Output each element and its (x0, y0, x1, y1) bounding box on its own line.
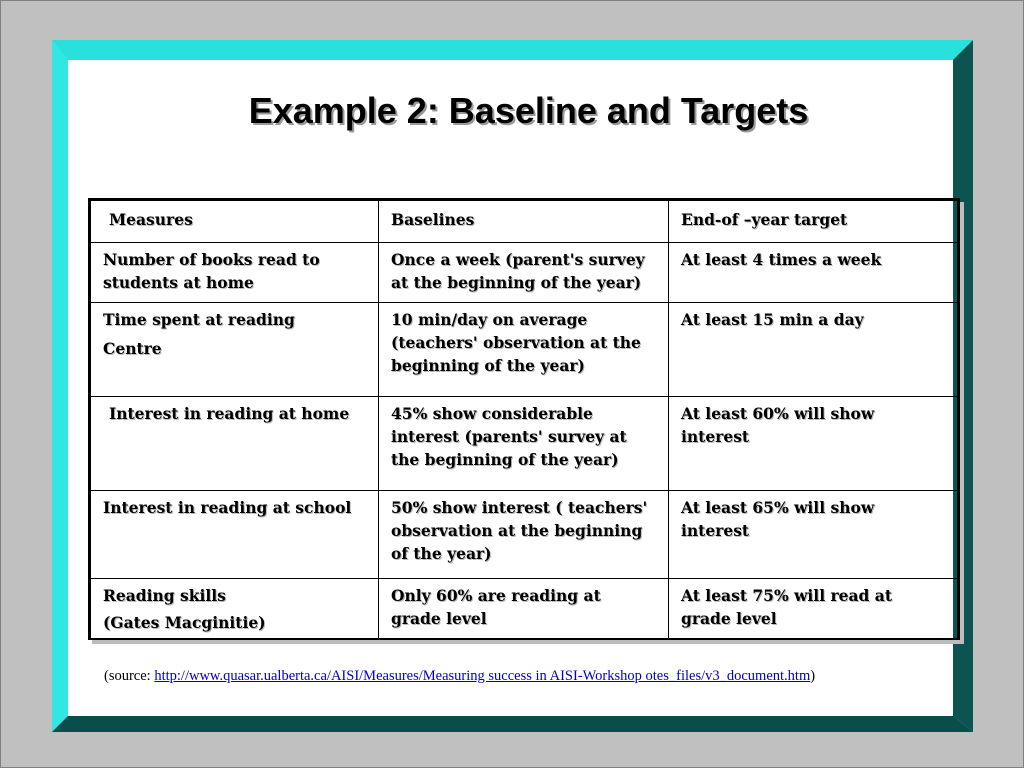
header-baselines-label: Baselines (391, 210, 475, 229)
cell-line: interest (681, 521, 750, 540)
measure-cell (91, 243, 379, 303)
target-cell (669, 491, 958, 579)
cell-line: Centre (103, 339, 162, 358)
cell-line: At least 75% will read at (681, 586, 892, 605)
target-cell (669, 243, 958, 303)
cell-line: interest (681, 427, 750, 446)
baseline-cell (379, 397, 669, 491)
cell-line: grade level (681, 609, 777, 628)
slide-frame (52, 40, 973, 732)
table-header-row (91, 201, 958, 243)
header-target (669, 201, 958, 243)
frame-bevel-top (52, 40, 973, 60)
cell-line: beginning of the year) (391, 356, 585, 375)
baseline-targets-table (88, 198, 960, 640)
measure-cell (91, 397, 379, 491)
cell-line: grade level (391, 609, 487, 628)
frame-bevel-bottom (52, 716, 973, 732)
slide-content (68, 60, 953, 716)
measure-cell (91, 303, 379, 397)
source-citation (104, 668, 815, 685)
table-row (91, 579, 958, 639)
cell-line: the beginning of the year) (391, 450, 619, 469)
measure-cell (91, 579, 379, 639)
slide-title: Example 2: Baseline and Targets (248, 90, 809, 131)
cell-line: At least 60% will show (681, 404, 875, 423)
target-cell (669, 579, 958, 639)
baseline-cell (379, 303, 669, 397)
cell-line: 10 min/day on average (391, 310, 588, 329)
cell-line: Only 60% are reading at (391, 586, 601, 605)
cell-line: (Gates Macginitie) (103, 613, 266, 632)
target-cell (669, 303, 958, 397)
header-measures (91, 201, 379, 243)
cell-line: at the beginning of the year) (391, 273, 642, 292)
cell-line: Interest in reading at home (109, 404, 350, 423)
table-row (91, 303, 958, 397)
cell-line: 45% show considerable (391, 404, 593, 423)
header-measures-label: Measures (109, 210, 193, 229)
cell-line: At least 4 times a week (681, 250, 882, 269)
source-prefix: (source: (104, 668, 155, 684)
baseline-cell (379, 579, 669, 639)
cell-line: Reading skills (103, 586, 226, 605)
table-row (91, 491, 958, 579)
table-row (91, 243, 958, 303)
baseline-cell (379, 491, 669, 579)
cell-line: interest (parents' survey at (391, 427, 627, 446)
table-row (91, 397, 958, 491)
baseline-cell (379, 243, 669, 303)
cell-line: of the year) (391, 544, 492, 563)
cell-line: students at home (103, 273, 254, 292)
cell-line: At least 15 min a day (681, 310, 864, 329)
cell-line: Once a week (parent's survey (391, 250, 645, 269)
cell-line: Time spent at reading (103, 310, 295, 329)
header-target-label: End-of –year target (681, 210, 848, 229)
source-link[interactable]: http://www.quasar.ualberta.ca/AISI/Measures/Measuring success in AISI-Workshop otes_files/v3_document.htm (154, 668, 811, 684)
target-cell (669, 397, 958, 491)
cell-line: observation at the beginning (391, 521, 643, 540)
cell-line: Number of books read to (103, 250, 320, 269)
cell-line: 50% show interest ( teachers' (391, 498, 648, 517)
cell-line: Interest in reading at school (103, 498, 352, 517)
cell-line: At least 65% will show (681, 498, 875, 517)
source-suffix: ) (810, 668, 816, 684)
frame-bevel-left (52, 40, 68, 732)
header-baselines (379, 201, 669, 243)
cell-line: (teachers' observation at the (391, 333, 641, 352)
measure-cell (91, 491, 379, 579)
